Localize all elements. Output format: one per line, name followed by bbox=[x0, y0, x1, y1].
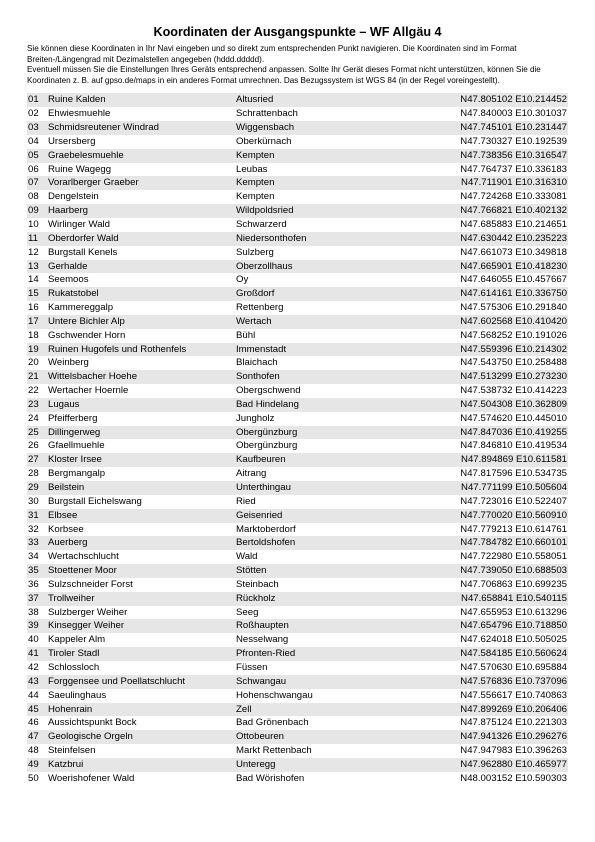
town-name: Bad Wörishofen bbox=[236, 772, 305, 784]
page-title: Koordinaten der Ausgangspunkte – WF Allgäu 4 bbox=[153, 25, 442, 39]
row-number: 24 bbox=[28, 412, 39, 424]
row-number: 37 bbox=[27, 592, 44, 606]
table-row bbox=[27, 135, 568, 149]
location-name: Ruine Kalden bbox=[44, 93, 233, 107]
coordinates: N47.543750 E10.258488 bbox=[460, 357, 567, 369]
table-row bbox=[27, 121, 568, 135]
row-number: 29 bbox=[27, 481, 44, 495]
coordinates: N47.556617 E10.740863 bbox=[460, 689, 567, 701]
town-name: Bad Grönenbach bbox=[236, 717, 309, 729]
row-number: 12 bbox=[28, 246, 39, 258]
row-number: 34 bbox=[28, 551, 39, 563]
town-name: Immenstadt bbox=[233, 343, 436, 357]
town-name: Sulzberg bbox=[236, 246, 274, 258]
location-name: Oberdorfer Wald bbox=[44, 232, 233, 246]
town-name: Altusried bbox=[233, 93, 436, 107]
coordinates: N47.722980 E10.558051 bbox=[460, 551, 567, 563]
table-row bbox=[27, 356, 568, 370]
row-number: 38 bbox=[28, 606, 39, 618]
row-number: 50 bbox=[28, 772, 39, 784]
town-name: Unterthingau bbox=[233, 481, 436, 495]
table-row bbox=[27, 163, 568, 177]
table-row bbox=[27, 398, 568, 412]
row-number: 06 bbox=[28, 163, 39, 175]
table-row bbox=[27, 149, 568, 163]
row-number: 01 bbox=[27, 93, 44, 107]
table-row bbox=[27, 730, 568, 744]
table-row bbox=[27, 426, 568, 440]
town-name: Wald bbox=[236, 551, 258, 563]
coordinates: N47.665901 E10.418230 bbox=[436, 260, 568, 274]
table-row bbox=[27, 661, 568, 675]
coordinates: N47.576836 E10.737096 bbox=[436, 675, 568, 689]
town-name: Nesselwang bbox=[236, 634, 289, 646]
town-name: Jungholz bbox=[236, 412, 275, 424]
row-number: 07 bbox=[27, 176, 44, 190]
row-number: 11 bbox=[27, 232, 44, 246]
row-number: 45 bbox=[27, 703, 44, 717]
location-name: Beilstein bbox=[44, 481, 233, 495]
location-name: Graebelesmuehle bbox=[44, 149, 233, 163]
town-name: Geisenried bbox=[233, 509, 436, 523]
coordinates: N47.568252 E10.191026 bbox=[460, 329, 567, 341]
town-name: Sonthofen bbox=[233, 370, 436, 384]
coordinates: N47.817596 E10.534735 bbox=[460, 468, 567, 480]
coordinates: N47.559396 E10.214302 bbox=[436, 343, 568, 357]
row-number: 40 bbox=[28, 634, 39, 646]
table-row bbox=[27, 495, 568, 509]
location-name: Ursersberg bbox=[48, 135, 96, 147]
town-name: Leubas bbox=[236, 163, 268, 175]
table-row bbox=[27, 315, 568, 329]
coordinates: N47.724268 E10.333081 bbox=[460, 191, 567, 203]
row-number: 16 bbox=[28, 302, 39, 314]
location-name: Sulzberger Weiher bbox=[48, 606, 128, 618]
town-name: Ried bbox=[236, 495, 256, 507]
table-row bbox=[27, 384, 568, 398]
coordinates: N48.003152 E10.590303 bbox=[460, 772, 567, 784]
coordinates: N47.624018 E10.505025 bbox=[460, 634, 567, 646]
row-number: 48 bbox=[28, 745, 39, 757]
row-number: 49 bbox=[27, 758, 44, 772]
coordinates: N47.504308 E10.362809 bbox=[436, 398, 568, 412]
intro-paragraph: Sie können diese Koordinaten in Ihr Navi eingeben und so direkt zum entsprechenden Punkt navigieren. Die Koordinaten sind im Format Breiten-/Längengrad mit Dezimalstellen angegeben (hddd.ddddd). Eventuell müssen Sie die Einstellungen Ihres Geräts entsprechend anpassen. Sollte Ihr Gerät dieses Format nicht unterstützen, können Sie die Koordinaten z. B. auf gpso.de/maps in ein anderes Format umrechnen. Das Bezugssystem ist WGS 84 (in der Regel voreingestellt). bbox=[27, 44, 541, 85]
coordinates: N47.706863 E10.699235 bbox=[460, 578, 567, 590]
coordinates: N47.655953 E10.613296 bbox=[460, 606, 567, 618]
location-name: Bergmangalp bbox=[48, 468, 106, 480]
location-name: Ruine Wagegg bbox=[48, 163, 112, 175]
table-row bbox=[27, 246, 568, 260]
town-name: Kaufbeuren bbox=[233, 453, 436, 467]
town-name: Stötten bbox=[233, 564, 436, 578]
table-row bbox=[27, 204, 568, 218]
coordinates: N47.846810 E10.419534 bbox=[460, 440, 567, 452]
coordinates: N47.723016 E10.522407 bbox=[460, 495, 567, 507]
coordinates: N47.805102 E10.214452 bbox=[436, 93, 568, 107]
location-name: Hohenrain bbox=[44, 703, 233, 717]
location-name: Elbsee bbox=[44, 509, 233, 523]
town-name: Hohenschwangau bbox=[236, 689, 313, 701]
row-number: 20 bbox=[28, 357, 39, 369]
coordinates: N47.538732 E10.414223 bbox=[460, 385, 567, 397]
row-number: 22 bbox=[28, 385, 39, 397]
town-name: Großdorf bbox=[233, 287, 436, 301]
location-name: Sulzschneider Forst bbox=[48, 578, 133, 590]
coordinates: N47.770020 E10.560910 bbox=[436, 509, 568, 523]
table-row bbox=[27, 439, 568, 453]
table-row bbox=[27, 689, 568, 703]
town-name: Wertach bbox=[233, 315, 436, 329]
table-row bbox=[27, 772, 568, 786]
table-row bbox=[27, 536, 568, 550]
table-row bbox=[27, 370, 568, 384]
location-name: Rukatstobel bbox=[44, 287, 233, 301]
location-name: Woerishofener Wald bbox=[48, 772, 135, 784]
table-row bbox=[27, 633, 568, 647]
row-number: 19 bbox=[27, 343, 44, 357]
town-name: Marktoberdorf bbox=[236, 523, 296, 535]
coordinates: N47.513299 E10.273230 bbox=[436, 370, 568, 384]
row-number: 33 bbox=[27, 536, 44, 550]
coordinates: N47.962880 E10.465977 bbox=[436, 758, 568, 772]
coordinates: N47.840003 E10.301037 bbox=[460, 108, 567, 120]
town-name: Rettenberg bbox=[236, 302, 284, 314]
coordinates: N47.847036 E10.419255 bbox=[436, 426, 568, 440]
table-row bbox=[27, 606, 568, 620]
table-row bbox=[27, 675, 568, 689]
location-name: Haarberg bbox=[44, 204, 233, 218]
table-row bbox=[27, 190, 568, 204]
document-page bbox=[27, 24, 568, 786]
table-row bbox=[27, 329, 568, 343]
row-number: 21 bbox=[27, 370, 44, 384]
row-number: 30 bbox=[28, 495, 39, 507]
row-number: 39 bbox=[27, 619, 44, 633]
location-name: Gfaellmuehle bbox=[48, 440, 105, 452]
town-name: Steinbach bbox=[236, 578, 279, 590]
table-row bbox=[27, 481, 568, 495]
location-name: Wertachschlucht bbox=[48, 551, 119, 563]
location-name: Schlossloch bbox=[48, 661, 100, 673]
town-name: Füssen bbox=[236, 661, 268, 673]
town-name: Markt Rettenbach bbox=[236, 745, 312, 757]
coordinates: N47.771199 E10.505604 bbox=[436, 481, 568, 495]
row-number: 46 bbox=[28, 717, 39, 729]
coordinates-table bbox=[27, 93, 568, 785]
location-name: Ehwiesmuehle bbox=[48, 108, 111, 120]
location-name: Vorarlberger Graeber bbox=[44, 176, 233, 190]
town-name: Rückholz bbox=[233, 592, 436, 606]
town-name: Roßhaupten bbox=[233, 619, 436, 633]
coordinates: N47.614161 E10.336750 bbox=[436, 287, 568, 301]
row-number: 04 bbox=[28, 135, 39, 147]
town-name: Bertoldshofen bbox=[233, 536, 436, 550]
location-name: Dengelstein bbox=[48, 191, 99, 203]
location-name: Steinfelsen bbox=[48, 745, 96, 757]
table-row bbox=[27, 758, 568, 772]
town-name: Oberkürnach bbox=[236, 135, 292, 147]
table-row bbox=[27, 107, 568, 121]
row-number: 42 bbox=[28, 661, 39, 673]
row-number: 14 bbox=[28, 274, 39, 286]
table-row bbox=[27, 509, 568, 523]
coordinates: N47.738356 E10.316547 bbox=[436, 149, 568, 163]
coordinates: N47.570630 E10.695884 bbox=[460, 661, 567, 673]
row-number: 31 bbox=[27, 509, 44, 523]
coordinates: N47.947983 E10.396263 bbox=[460, 745, 567, 757]
row-number: 09 bbox=[27, 204, 44, 218]
coordinates: N47.661073 E10.349818 bbox=[460, 246, 567, 258]
location-name: Katzbrui bbox=[44, 758, 233, 772]
table-row bbox=[27, 176, 568, 190]
location-name: Tiroler Stadl bbox=[44, 647, 233, 661]
town-name: Blaichach bbox=[236, 357, 278, 369]
coordinates: N47.730327 E10.192539 bbox=[460, 135, 567, 147]
table-row bbox=[27, 647, 568, 661]
coordinates: N47.739050 E10.688503 bbox=[436, 564, 568, 578]
location-name: Wirlinger Wald bbox=[48, 218, 111, 230]
coordinates: N47.779213 E10.614761 bbox=[460, 523, 567, 535]
town-name: Wildpoldsried bbox=[233, 204, 436, 218]
town-name: Unteregg bbox=[233, 758, 436, 772]
town-name: Kempten bbox=[233, 176, 436, 190]
row-number: 26 bbox=[28, 440, 39, 452]
coordinates: N47.584185 E10.560624 bbox=[436, 647, 568, 661]
coordinates: N47.602568 E10.410420 bbox=[436, 315, 568, 329]
coordinates: N47.646055 E10.457667 bbox=[460, 274, 567, 286]
row-number: 41 bbox=[27, 647, 44, 661]
town-name: Zell bbox=[233, 703, 436, 717]
town-name: Bad Hindelang bbox=[233, 398, 436, 412]
town-name: Oy bbox=[236, 274, 249, 286]
coordinates: N47.766821 E10.402132 bbox=[436, 204, 568, 218]
row-number: 27 bbox=[27, 453, 44, 467]
table-row bbox=[27, 260, 568, 274]
coordinates: N47.941326 E10.296276 bbox=[436, 730, 568, 744]
table-row bbox=[27, 564, 568, 578]
row-number: 43 bbox=[27, 675, 44, 689]
location-name: Stoettener Moor bbox=[44, 564, 233, 578]
table-row bbox=[27, 467, 568, 481]
coordinates: N47.630442 E10.235223 bbox=[436, 232, 568, 246]
row-number: 03 bbox=[27, 121, 44, 135]
coordinates: N47.899269 E10.206406 bbox=[436, 703, 568, 717]
table-row bbox=[27, 744, 568, 758]
town-name: Oberzollhaus bbox=[233, 260, 436, 274]
location-name: Auerberg bbox=[44, 536, 233, 550]
row-number: 05 bbox=[27, 149, 44, 163]
location-name: Kinsegger Weiher bbox=[44, 619, 233, 633]
coordinates: N47.574620 E10.445010 bbox=[460, 412, 567, 424]
table-row bbox=[27, 592, 568, 606]
location-name: Schmidsreutener Windrad bbox=[44, 121, 233, 135]
table-row bbox=[27, 550, 568, 564]
location-name: Burgstall Kenels bbox=[48, 246, 118, 258]
coordinates-table-body bbox=[27, 93, 568, 785]
table-row bbox=[27, 703, 568, 717]
coordinates: N47.711901 E10.316310 bbox=[436, 176, 568, 190]
town-name: Schrattenbach bbox=[236, 108, 298, 120]
location-name: Aussichtspunkt Bock bbox=[48, 717, 137, 729]
table-row bbox=[27, 412, 568, 426]
location-name: Untere Bichler Alp bbox=[44, 315, 233, 329]
town-name: Seeg bbox=[236, 606, 259, 618]
row-number: 08 bbox=[28, 191, 39, 203]
table-row bbox=[27, 232, 568, 246]
table-row bbox=[27, 523, 568, 537]
row-number: 28 bbox=[28, 468, 39, 480]
coordinates: N47.745101 E10.231447 bbox=[436, 121, 568, 135]
coordinates: N47.658841 E10.540115 bbox=[436, 592, 568, 606]
town-name: Schwarzerd bbox=[236, 218, 287, 230]
location-name: Seemoos bbox=[48, 274, 89, 286]
coordinates: N47.894869 E10.611581 bbox=[436, 453, 568, 467]
town-name: Obergschwend bbox=[236, 385, 301, 397]
town-name: Schwangau bbox=[233, 675, 436, 689]
row-number: 47 bbox=[27, 730, 44, 744]
location-name: Saeulinghaus bbox=[48, 689, 107, 701]
row-number: 02 bbox=[28, 108, 39, 120]
town-name: Obergünzburg bbox=[236, 440, 298, 452]
table-row bbox=[27, 578, 568, 592]
table-row bbox=[27, 716, 568, 730]
coordinates: N47.764737 E10.336183 bbox=[460, 163, 567, 175]
table-row bbox=[27, 343, 568, 357]
row-number: 13 bbox=[27, 260, 44, 274]
location-name: Gschwender Horn bbox=[48, 329, 126, 341]
town-name: Bühl bbox=[236, 329, 256, 341]
location-name: Wertacher Hoernle bbox=[48, 385, 129, 397]
row-number: 10 bbox=[28, 218, 39, 230]
town-name: Wiggensbach bbox=[233, 121, 436, 135]
row-number: 32 bbox=[28, 523, 39, 535]
location-name: Trollweiher bbox=[44, 592, 233, 606]
location-name: Pfeifferberg bbox=[48, 412, 98, 424]
location-name: Gerhalde bbox=[44, 260, 233, 274]
town-name: Ottobeuren bbox=[233, 730, 436, 744]
table-row bbox=[27, 273, 568, 287]
coordinates: N47.875124 E10.221303 bbox=[460, 717, 567, 729]
location-name: Kammereggalp bbox=[48, 302, 114, 314]
town-name: Pfronten-Ried bbox=[233, 647, 436, 661]
town-name: Aitrang bbox=[236, 468, 267, 480]
location-name: Ruinen Hugofels und Rothenfels bbox=[44, 343, 233, 357]
table-row bbox=[27, 93, 568, 107]
town-name: Niedersonthofen bbox=[233, 232, 436, 246]
row-number: 18 bbox=[28, 329, 39, 341]
row-number: 25 bbox=[27, 426, 44, 440]
town-name: Kempten bbox=[236, 191, 275, 203]
row-number: 35 bbox=[27, 564, 44, 578]
town-name: Kempten bbox=[233, 149, 436, 163]
coordinates: N47.784782 E10.660101 bbox=[436, 536, 568, 550]
coordinates: N47.575306 E10.291840 bbox=[460, 302, 567, 314]
row-number: 17 bbox=[27, 315, 44, 329]
location-name: Dillingerweg bbox=[44, 426, 233, 440]
location-name: Kappeler Alm bbox=[48, 634, 106, 646]
town-name: Obergünzburg bbox=[233, 426, 436, 440]
table-row bbox=[27, 218, 568, 232]
location-name: Wittelsbacher Hoehe bbox=[44, 370, 233, 384]
table-row bbox=[27, 619, 568, 633]
row-number: 15 bbox=[27, 287, 44, 301]
spacer bbox=[27, 86, 568, 93]
table-row bbox=[27, 301, 568, 315]
location-name: Weinberg bbox=[48, 357, 89, 369]
coordinates: N47.685883 E10.214651 bbox=[460, 218, 567, 230]
location-name: Kloster Irsee bbox=[44, 453, 233, 467]
row-number: 44 bbox=[28, 689, 39, 701]
location-name: Forggensee und Poellatschlucht bbox=[44, 675, 233, 689]
table-row bbox=[27, 287, 568, 301]
location-name: Burgstall Eichelswang bbox=[48, 495, 142, 507]
location-name: Korbsee bbox=[48, 523, 84, 535]
table-row bbox=[27, 453, 568, 467]
row-number: 23 bbox=[27, 398, 44, 412]
coordinates: N47.654796 E10.718850 bbox=[436, 619, 568, 633]
location-name: Lugaus bbox=[44, 398, 233, 412]
row-number: 36 bbox=[28, 578, 39, 590]
location-name: Geologische Orgeln bbox=[44, 730, 233, 744]
